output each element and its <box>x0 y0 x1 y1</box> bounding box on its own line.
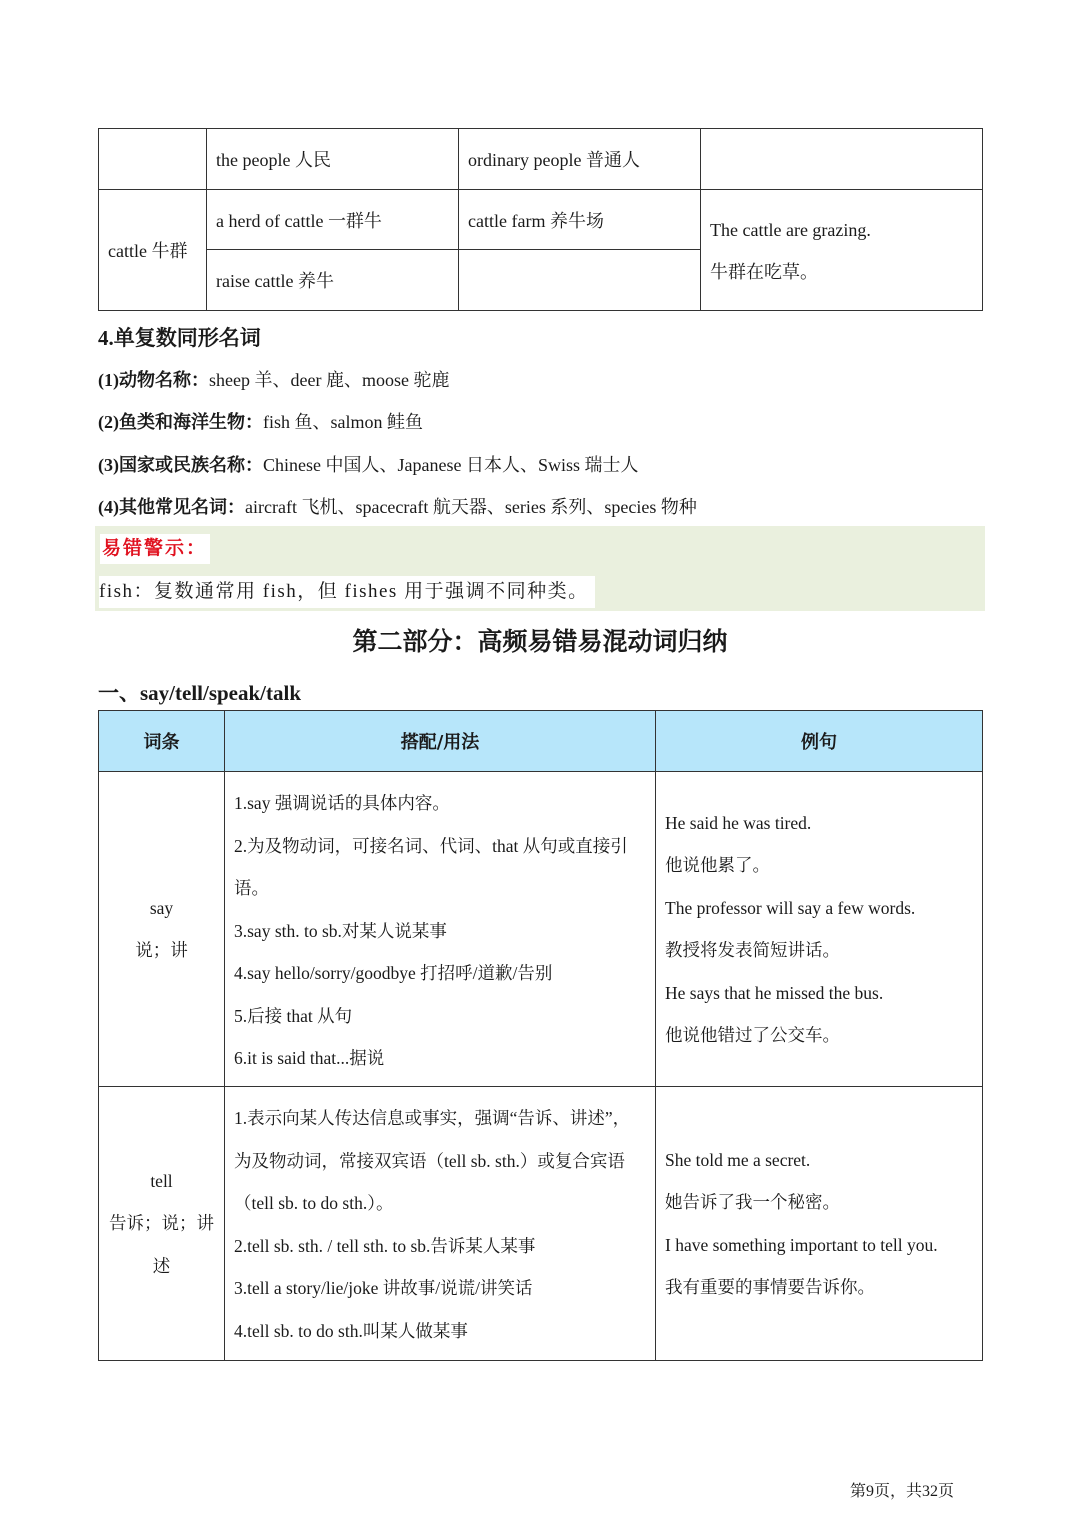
usage-line: 1.表示向某人传达信息或事实，强调“告诉、讲述”，为及物动词，常接双宾语（tell sb. sth.）或复合宾语（tell sb. to do sth.）。 <box>234 1108 631 1213</box>
usage-line: 4.say hello/sorry/goodbye 打招呼/道歉/告别 <box>234 963 553 983</box>
warning-box <box>95 526 985 611</box>
part-title: 第二部分：高频易错易混动词归纳 <box>352 629 728 656</box>
example-en: The professor will say a few words. <box>665 897 916 918</box>
list-item-label: (2)鱼类和海洋生物： <box>98 412 263 432</box>
usage-cell <box>225 772 656 1087</box>
table-cell-phrase: cattle farm 养牛场 <box>459 190 701 250</box>
example-zh: 我有重要的事情要告诉你。 <box>665 1277 875 1297</box>
table-row <box>99 1087 983 1361</box>
table-cell-word <box>99 129 207 190</box>
usage-line: 4.tell sb. to do sth.叫某人做某事 <box>234 1320 468 1341</box>
page-number: 第9页，共32页 <box>850 1483 955 1500</box>
table-cell-word: cattle 牛群 <box>99 190 207 311</box>
usage-line: 2.tell sb. sth. / tell sth. to sb.告诉某人某事 <box>234 1235 536 1256</box>
example-zh: 牛群在吃草。 <box>710 262 818 282</box>
example-en: I have something important to tell you. <box>665 1234 938 1255</box>
table-cell-phrase: raise cattle 养牛 <box>207 250 459 311</box>
header-cell-usage: 搭配/用法 <box>225 711 656 772</box>
collocation-table-top <box>98 128 983 311</box>
usage-line: 3.say sth. to sb.对某人说某事 <box>234 920 447 941</box>
table-cell-phrase <box>459 250 701 311</box>
word: tell <box>150 1170 173 1191</box>
table-cell-example <box>701 129 983 190</box>
section-heading: 4.单复数同形名词 <box>98 326 261 350</box>
example-en: He said he was tired. <box>665 812 812 833</box>
table-cell-phrase: a herd of cattle 一群牛 <box>207 190 459 250</box>
example-zh: 他说他错过了公交车。 <box>665 1025 840 1045</box>
list-item <box>98 366 449 392</box>
list-item-text: fish 鱼、salmon 鲑鱼 <box>263 412 423 432</box>
warning-text: fish：复数通常用 fish，但 fishes 用于强调不同种类。 <box>99 576 595 608</box>
usage-cell <box>225 1087 656 1361</box>
section-heading: 一、say/tell/speak/talk <box>98 681 302 705</box>
example-zh: 他说他累了。 <box>665 855 770 875</box>
example-zh: 教授将发表简短讲话。 <box>665 940 840 960</box>
header-cell-example: 例句 <box>656 711 983 772</box>
verb-comparison-table <box>98 710 983 1361</box>
usage-line: 5.后接 that 从句 <box>234 1005 353 1026</box>
example-en: The cattle are grazing. <box>710 220 871 240</box>
list-item-text: Chinese 中国人、Japanese 日本人、Swiss 瑞士人 <box>263 455 639 475</box>
list-item <box>98 493 697 519</box>
example-zh: 她告诉了我一个秘密。 <box>665 1192 840 1212</box>
usage-line: 3.tell a story/lie/joke 讲故事/说谎/讲笑话 <box>234 1278 533 1298</box>
usage-line: 6.it is said that...据说 <box>234 1048 385 1068</box>
example-cell <box>656 1087 983 1361</box>
list-item-label: (3)国家或民族名称： <box>98 455 263 475</box>
word-cell <box>99 772 225 1087</box>
table-cell-phrase: the people 人民 <box>207 129 459 190</box>
list-item <box>98 451 638 477</box>
warning-title: 易错警示： <box>100 534 210 564</box>
list-item <box>98 408 423 434</box>
usage-line: 2.为及物动词，可接名词、代词、that 从句或直接引语。 <box>234 835 628 898</box>
header-cell-entry: 词条 <box>99 711 225 772</box>
table-cell-example <box>701 190 983 311</box>
table-row <box>99 772 983 1087</box>
word-meaning: 告诉；说；讲述 <box>109 1213 214 1276</box>
usage-line: 1.say 强调说话的具体内容。 <box>234 793 450 813</box>
table-header-row <box>99 711 983 772</box>
word-meaning: 说；讲 <box>135 940 188 960</box>
list-item-text: sheep 羊、deer 鹿、moose 驼鹿 <box>209 370 450 390</box>
list-item-text: aircraft 飞机、spacecraft 航天器、series 系列、species 物种 <box>245 497 697 517</box>
example-en: She told me a secret. <box>665 1149 811 1170</box>
example-cell <box>656 772 983 1087</box>
list-item-label: (1)动物名称： <box>98 370 209 390</box>
list-item-label: (4)其他常见名词： <box>98 497 245 517</box>
word-cell <box>99 1087 225 1361</box>
word: say <box>149 897 174 918</box>
example-en: He says that he missed the bus. <box>665 982 884 1003</box>
table-cell-phrase: ordinary people 普通人 <box>459 129 701 190</box>
